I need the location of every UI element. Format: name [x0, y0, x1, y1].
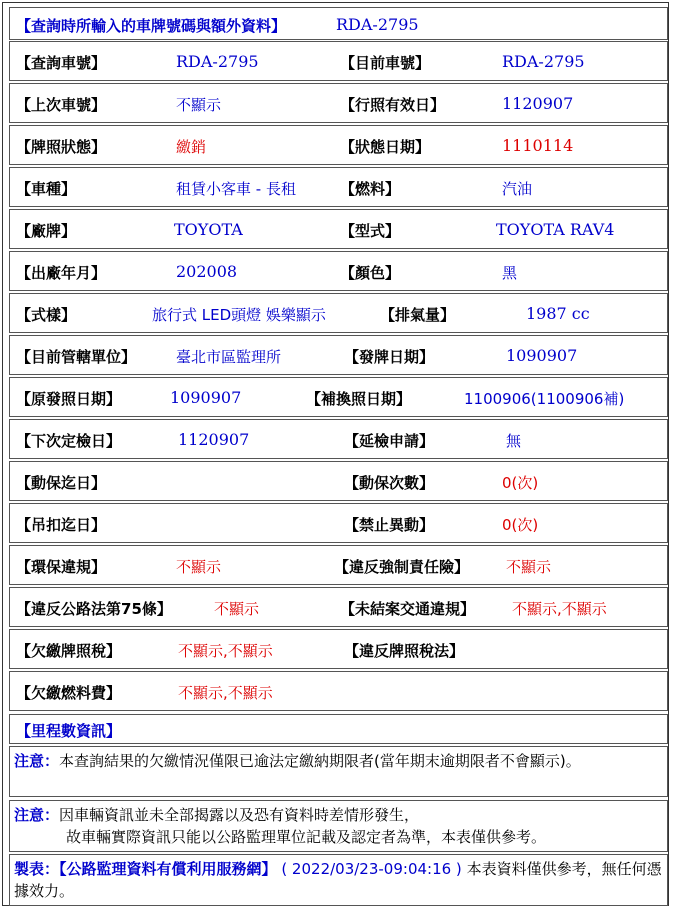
field-label: 【欠繳牌照稅】 — [16, 642, 122, 660]
field-label: 【目前管轄單位】 — [16, 348, 137, 366]
field-value: 1120907 — [178, 430, 250, 449]
field-label: 【排氣量】 — [380, 306, 456, 324]
note-3-text: 本表資料僅供參考，無任何憑據效力。 — [14, 860, 662, 900]
report-frame — [2, 2, 669, 906]
field-value: 無 — [506, 432, 522, 450]
field-value: 不顯示 — [176, 558, 222, 576]
info-row — [9, 209, 668, 249]
info-row — [9, 587, 668, 627]
report-title-plate: RDA-2795 — [336, 15, 419, 34]
info-row — [9, 41, 668, 81]
field-label: 【查詢車號】 — [16, 54, 107, 72]
field-value: 旅行式 LED頭燈 娛樂顯示 — [152, 306, 326, 324]
field-label: 【行照有效日】 — [340, 96, 446, 114]
field-value: 租賃小客車 - 長租 — [176, 180, 296, 198]
field-label: 【違反牌照稅法】 — [344, 642, 465, 660]
field-label: 【動保次數】 — [344, 474, 435, 492]
field-label: 【未結案交通違規】 — [340, 600, 476, 618]
note-1-lead: 注意： — [14, 752, 60, 770]
info-row — [9, 167, 668, 207]
field-value: 1120907 — [502, 94, 574, 113]
field-value: 1090907 — [506, 346, 578, 365]
note-3-source: 【公路監理資料有償利用服務網】 — [59, 860, 277, 878]
field-label: 【禁止異動】 — [344, 516, 435, 534]
note-source — [9, 854, 668, 906]
field-label: 【欠繳燃料費】 — [16, 684, 122, 702]
field-label: 【環保違規】 — [16, 558, 107, 576]
field-label: 【違反公路法第75條】 — [16, 600, 172, 618]
field-value: 0(次) — [502, 474, 539, 492]
field-value: 黑 — [502, 264, 518, 282]
field-label: 【燃料】 — [340, 180, 401, 198]
field-value: TOYOTA RAV4 — [496, 220, 615, 239]
note-2-line1: 因車輛資訊並未全部揭露以及恐有資料時差情形發生， — [59, 806, 420, 824]
info-row — [9, 629, 668, 669]
field-value: 臺北市區監理所 — [176, 348, 282, 366]
note-2-line2: 故車輛實際資訊只能以公路監理單位記載及認定者為準，本表僅供參考。 — [66, 828, 547, 846]
field-label: 【吊扣迄日】 — [16, 516, 107, 534]
field-label: 【牌照狀態】 — [16, 138, 107, 156]
field-label: 【下次定檢日】 — [16, 432, 122, 450]
info-row — [9, 251, 668, 291]
info-row — [9, 125, 668, 165]
field-value: 不顯示,不顯示 — [512, 600, 607, 618]
info-row — [9, 545, 668, 585]
field-value: 1987 cc — [526, 304, 590, 323]
field-value: 繳銷 — [176, 138, 207, 156]
info-row — [9, 419, 668, 459]
field-label: 【狀態日期】 — [340, 138, 431, 156]
field-value: 1100906(1100906補) — [464, 390, 625, 408]
mileage-section-row — [9, 714, 668, 744]
field-label: 【型式】 — [340, 222, 401, 240]
field-value: RDA-2795 — [502, 52, 585, 71]
field-label: 【出廠年月】 — [16, 264, 107, 282]
field-label: 【顏色】 — [340, 264, 401, 282]
field-value: RDA-2795 — [176, 52, 259, 71]
field-label: 【上次車號】 — [16, 96, 107, 114]
info-row — [9, 461, 668, 501]
field-value: 0(次) — [502, 516, 539, 534]
field-value: 不顯示,不顯示 — [178, 642, 273, 660]
field-label: 【車種】 — [16, 180, 77, 198]
note-overdue — [9, 746, 668, 797]
field-label: 【原發照日期】 — [16, 390, 122, 408]
info-row — [9, 377, 668, 417]
field-value: 不顯示 — [214, 600, 260, 618]
note-3-time: ( 2022/03/23-09:04:16 ) — [281, 860, 462, 878]
field-value: 1110114 — [502, 136, 574, 155]
field-label: 【補換照日期】 — [306, 390, 412, 408]
field-label: 【目前車號】 — [340, 54, 431, 72]
note-2-lead: 注意： — [14, 806, 60, 824]
info-row — [9, 671, 668, 711]
note-disclaimer — [9, 800, 668, 852]
field-label: 【式樣】 — [16, 306, 77, 324]
field-value: 1090907 — [170, 388, 242, 407]
field-value: 不顯示,不顯示 — [178, 684, 273, 702]
report-title: 【查詢時所輸入的車牌號碼與額外資料】 — [16, 17, 287, 35]
field-value: 不顯示 — [176, 96, 222, 114]
mileage-section-title: 【里程數資訊】 — [16, 722, 122, 740]
field-label: 【廠牌】 — [16, 222, 77, 240]
field-value: 202008 — [176, 262, 238, 281]
info-row — [9, 335, 668, 375]
report-title-row — [9, 7, 668, 40]
field-label: 【動保迄日】 — [16, 474, 107, 492]
info-row — [9, 83, 668, 123]
info-row — [9, 503, 668, 543]
field-label: 【違反強制責任險】 — [334, 558, 470, 576]
field-value: 汽油 — [502, 180, 533, 198]
field-label: 【延檢申請】 — [344, 432, 435, 450]
field-value: TOYOTA — [174, 220, 243, 239]
note-1-text: 本查詢結果的欠繳情況僅限已逾法定繳納期限者(當年期末逾期限者不會顯示)。 — [59, 752, 581, 770]
info-row — [9, 293, 668, 333]
field-label: 【發牌日期】 — [344, 348, 435, 366]
note-3-lead: 製表： — [14, 860, 60, 878]
field-value: 不顯示 — [506, 558, 552, 576]
